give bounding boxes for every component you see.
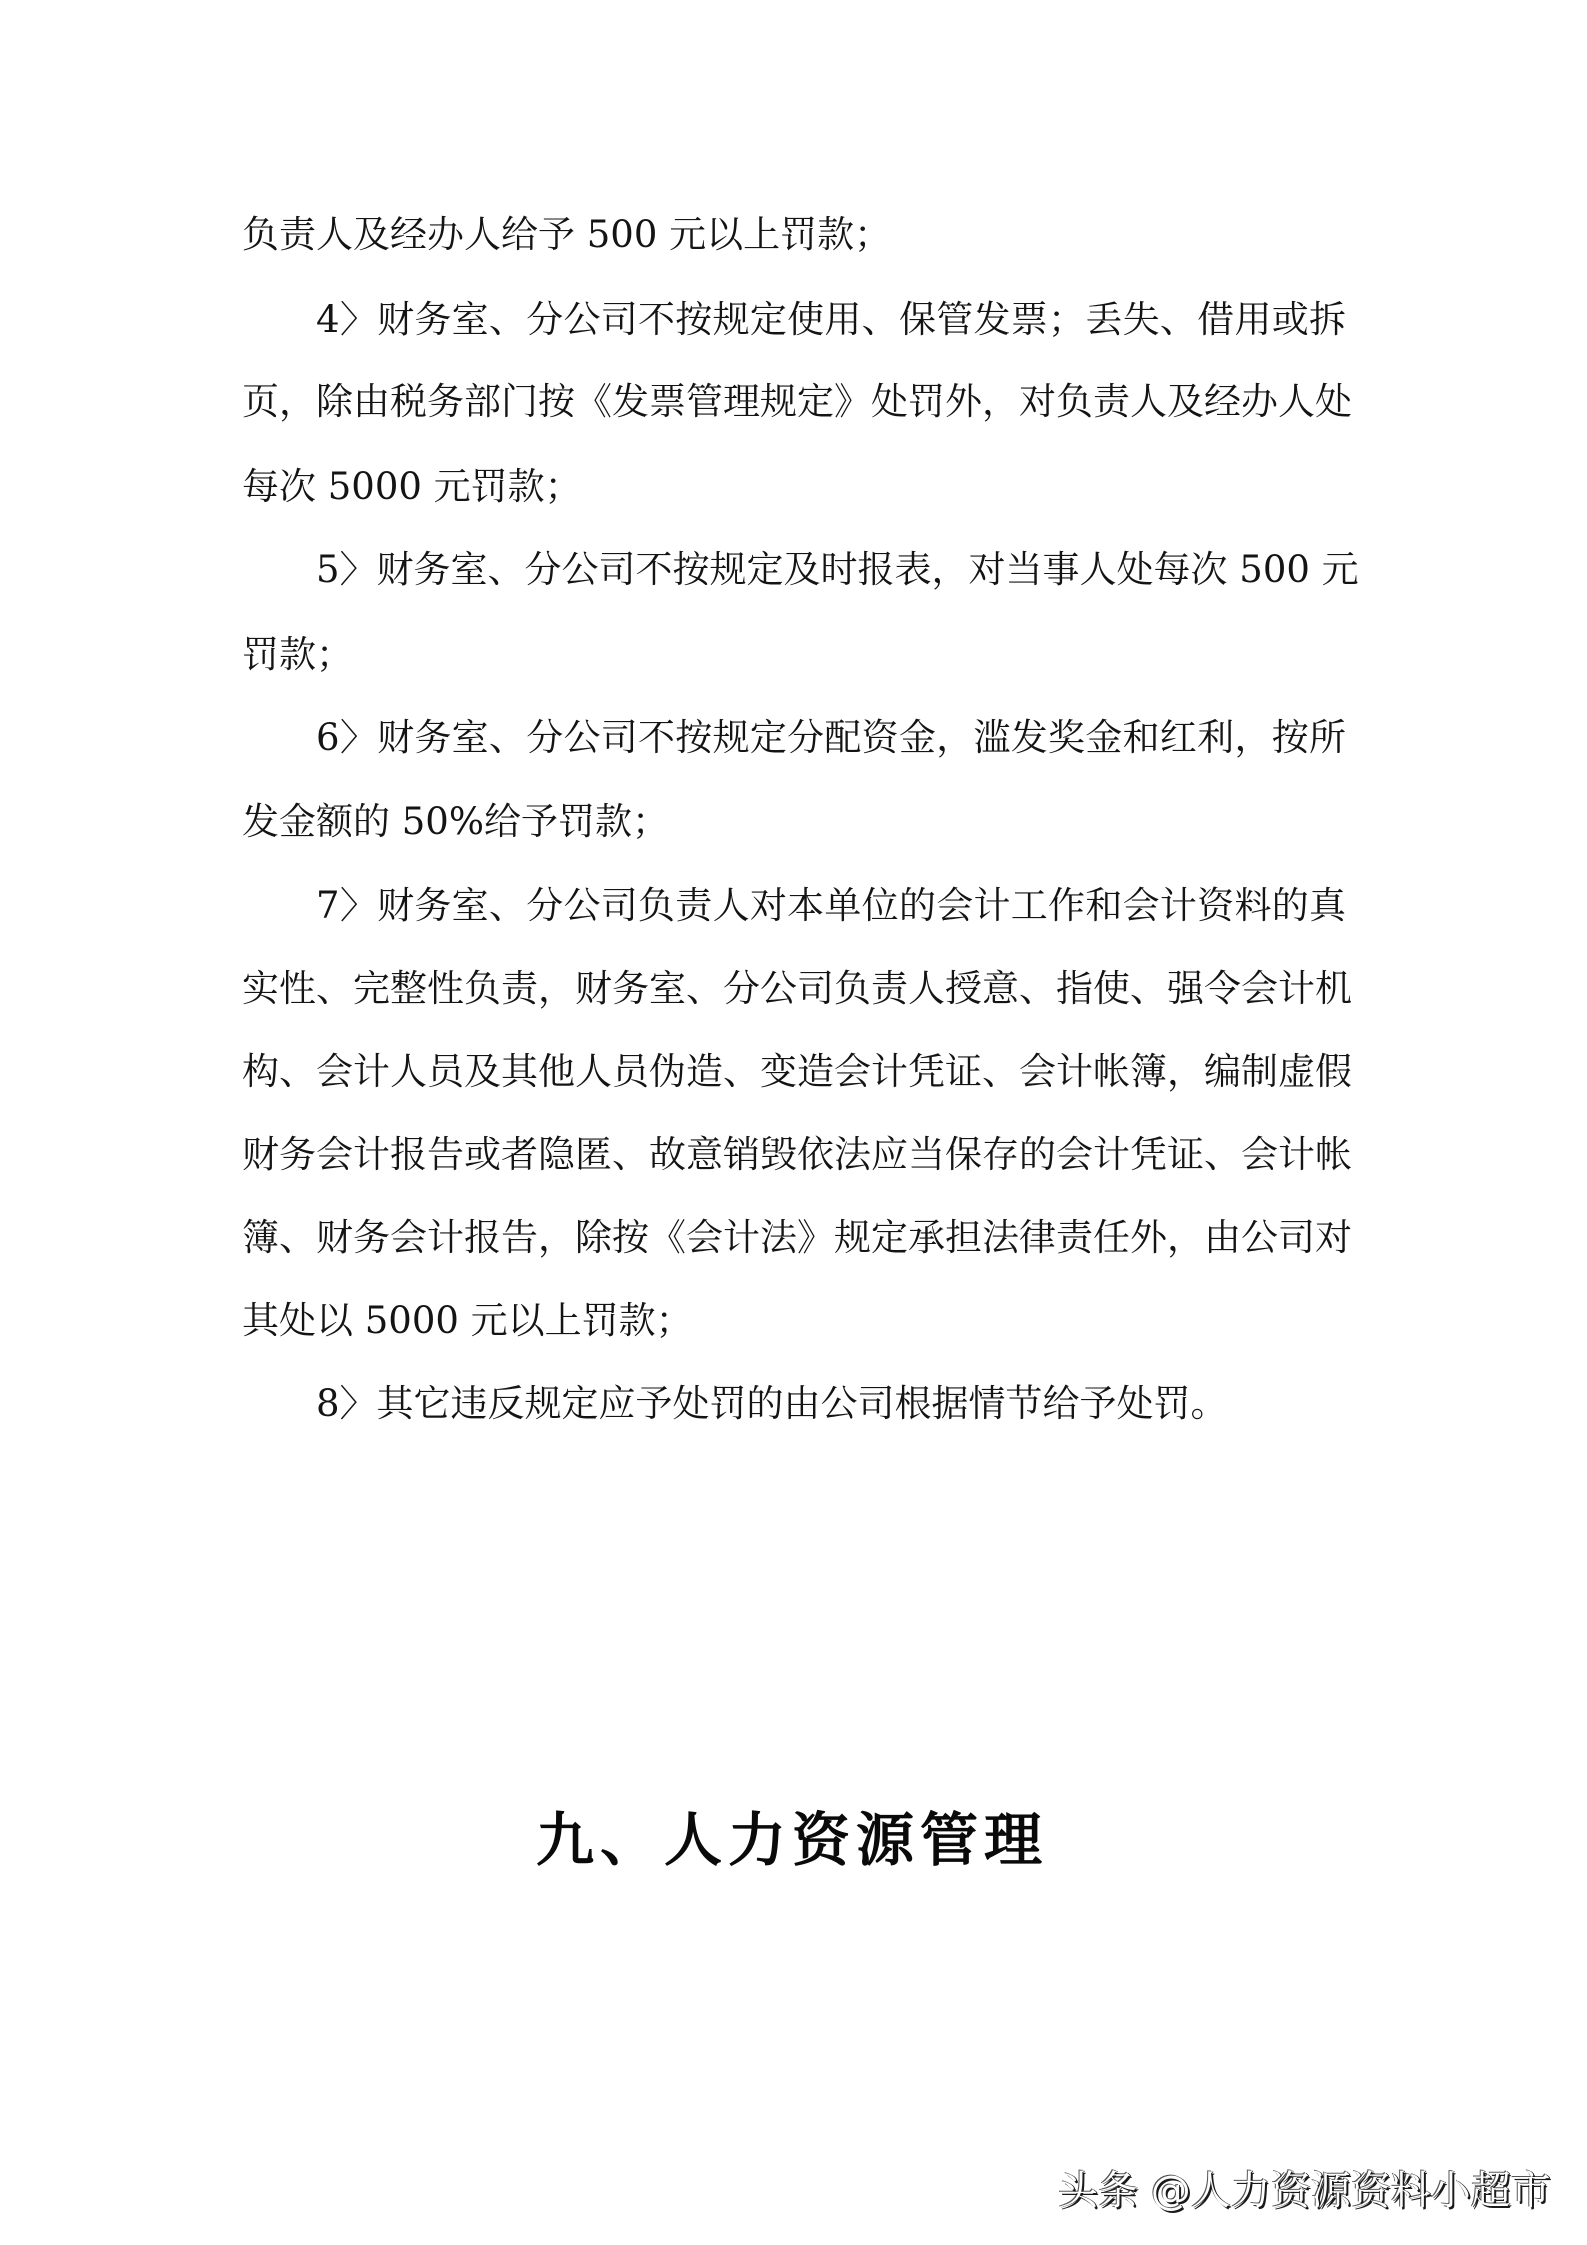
item-4-line-1: 4〉财务室、分公司不按规定使用、保管发票；丢失、借用或拆 <box>316 298 1346 341</box>
item-4-line-3: 每次 5000 元罚款； <box>242 465 582 508</box>
item-5-line-1: 5〉财务室、分公司不按规定及时报表，对当事人处每次 500 元 <box>316 548 1359 591</box>
item-7-line-6: 其处以 5000 元以上罚款； <box>242 1299 693 1342</box>
section-heading: 九、人力资源管理 <box>535 1806 1048 1874</box>
item-7-line-4: 财务会计报告或者隐匿、故意销毁依法应当保存的会计凭证、会计帐 <box>242 1133 1352 1176</box>
watermark: 头条 @人力资源资料小超市 <box>1058 2168 1551 2214</box>
item-8-line-1: 8〉其它违反规定应予处罚的由公司根据情节给予处罚。 <box>316 1382 1228 1425</box>
item-7-line-1: 7〉财务室、分公司负责人对本单位的会计工作和会计资料的真 <box>316 884 1346 927</box>
item-5-line-2: 罚款； <box>242 633 353 676</box>
item-4-line-2: 页，除由税务部门按《发票管理规定》处罚外，对负责人及经办人处 <box>242 380 1352 423</box>
item-6-line-2: 发金额的 50%给予罚款； <box>242 800 669 843</box>
body-line-1: 负责人及经办人给予 500 元以上罚款； <box>242 213 892 256</box>
item-7-line-5: 簿、财务会计报告，除按《会计法》规定承担法律责任外，由公司对 <box>242 1216 1352 1259</box>
item-7-line-3: 构、会计人员及其他人员伪造、变造会计凭证、会计帐簿，编制虚假 <box>242 1050 1352 1093</box>
item-6-line-1: 6〉财务室、分公司不按规定分配资金，滥发奖金和红利，按所 <box>316 716 1346 759</box>
item-7-line-2: 实性、完整性负责，财务室、分公司负责人授意、指使、强令会计机 <box>242 967 1352 1010</box>
